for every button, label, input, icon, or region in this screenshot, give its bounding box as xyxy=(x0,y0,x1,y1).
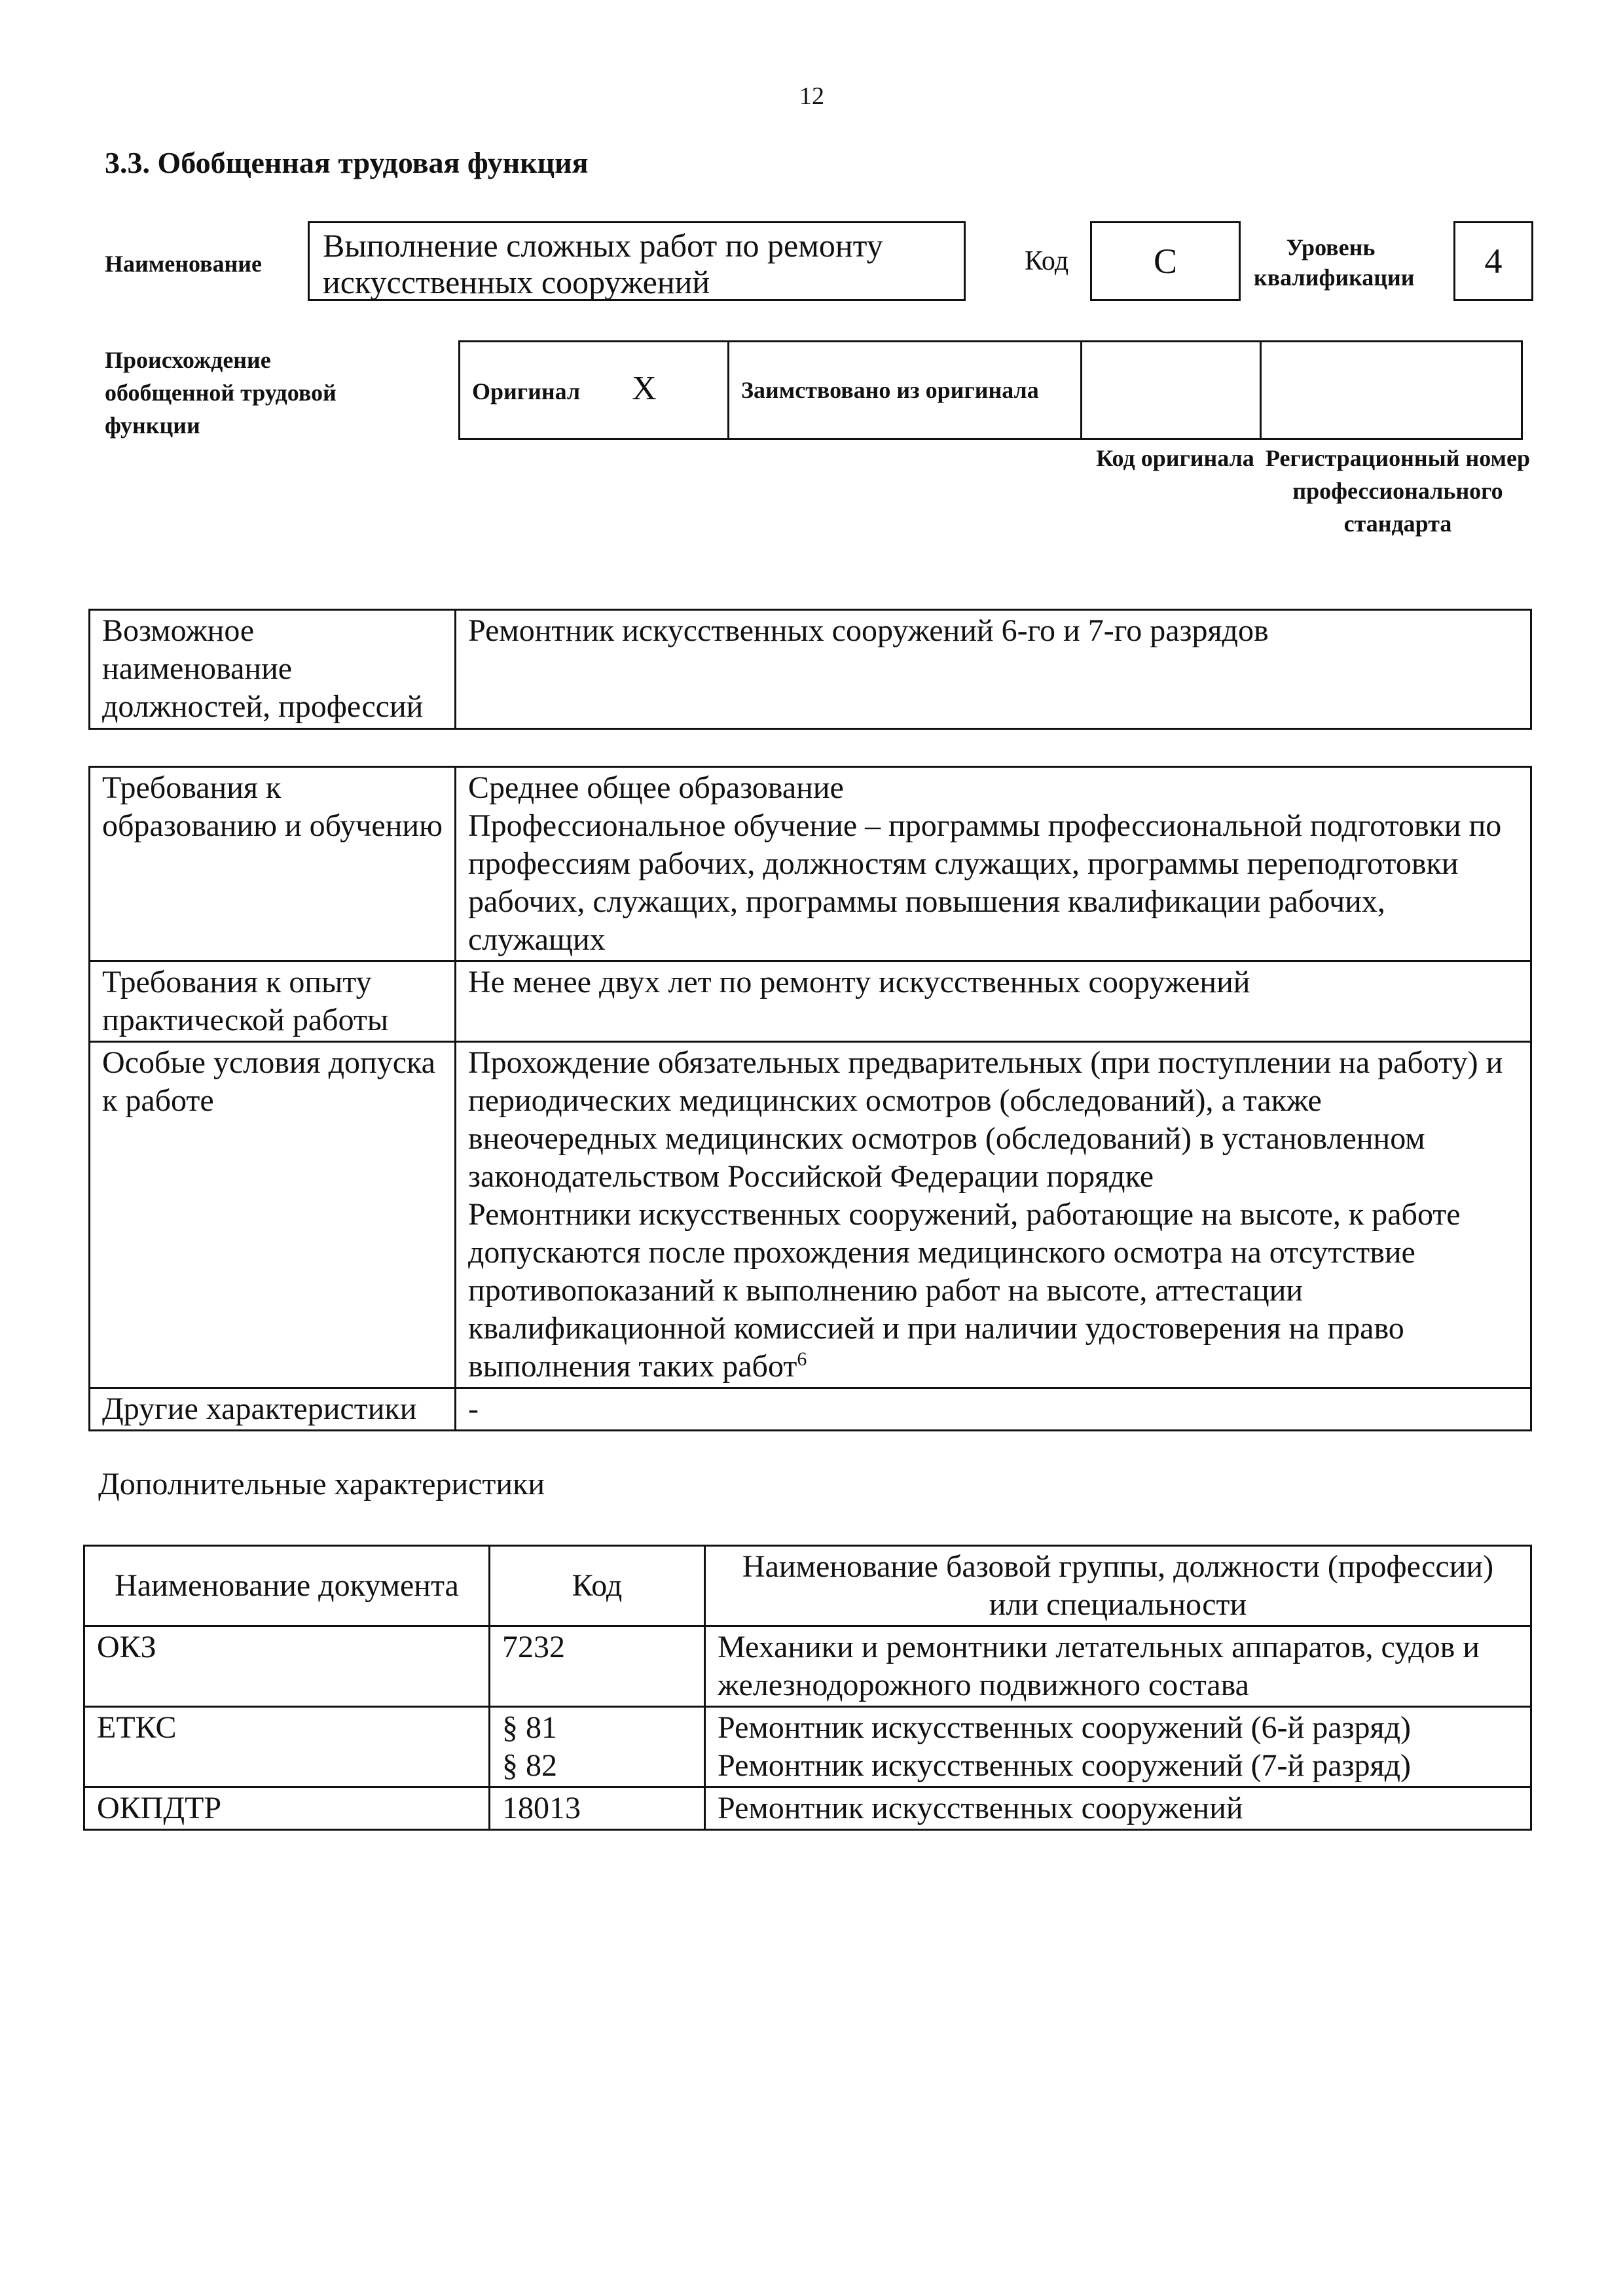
section-title: 3.3. Обобщенная трудовая функция xyxy=(105,146,589,179)
column-header: Код xyxy=(490,1546,705,1626)
borrowed-label: Заимствовано из оригинала xyxy=(729,342,1082,439)
caption-original-code: Код оригинала xyxy=(1096,445,1254,471)
origin-table xyxy=(458,340,1523,440)
requirements-table xyxy=(88,766,1532,1431)
footnote-mark[interactable]: 6 xyxy=(797,1348,807,1370)
original-mark: X xyxy=(632,370,657,407)
requirement-label: Требования к опыту практической работы xyxy=(90,961,456,1042)
additional-title: Дополнительные характеристики xyxy=(98,1467,545,1501)
function-name-box: Выполнение сложных работ по ремонту искусственных сооружений xyxy=(308,221,966,301)
requirement-label: Требования к образованию и обучению xyxy=(90,767,456,961)
requirement-row xyxy=(90,1388,1531,1431)
requirement-value xyxy=(456,1042,1531,1388)
requirement-row xyxy=(90,767,1531,961)
column-header: Наименование базовой группы, должности (профессии) или специальности xyxy=(705,1546,1531,1626)
doc-cell: ОКЗ xyxy=(84,1626,490,1707)
origin-label: Происхождение обобщенной трудовой функции xyxy=(105,347,337,439)
code-label: Код xyxy=(1025,246,1069,276)
level-label: Уровень квалификации xyxy=(1254,234,1415,291)
table-row xyxy=(84,1626,1531,1707)
page-number: 12 xyxy=(799,82,824,110)
requirement-label: Особые условия допуска к работе xyxy=(90,1042,456,1388)
name-cell: Ремонтник искусственных сооружений xyxy=(705,1787,1531,1830)
original-code-cell xyxy=(1082,342,1261,439)
table-header-row xyxy=(84,1546,1531,1626)
requirement-line: - xyxy=(468,1391,479,1426)
requirement-value xyxy=(456,1388,1531,1431)
requirement-value xyxy=(456,767,1531,961)
registration-number-cell xyxy=(1261,342,1522,439)
name-label: Наименование xyxy=(105,251,262,277)
requirement-line: Профессиональное обучение – программы профессиональной подготовки по профессиям рабочих, должностям служащих, программы переподготовки рабочих, служащих, программы повышения квалификации рабочих, служащих xyxy=(468,808,1502,957)
original-label: Оригинал xyxy=(472,378,581,404)
code-cell: § 81 § 82 xyxy=(490,1707,705,1787)
doc-cell: ОКПДТР xyxy=(84,1787,490,1830)
table-row xyxy=(84,1787,1531,1830)
requirement-label: Другие характеристики xyxy=(90,1388,456,1431)
positions-label: Возможное наименование должностей, профессий xyxy=(90,610,456,729)
name-cell: Ремонтник искусственных сооружений (6-й разряд) Ремонтник искусственных сооружений (7-й разряд) xyxy=(705,1707,1531,1787)
requirement-row xyxy=(90,961,1531,1042)
additional-table xyxy=(83,1545,1532,1831)
positions-table xyxy=(88,609,1532,730)
level-value-box: 4 xyxy=(1453,221,1533,301)
requirement-row xyxy=(90,1042,1531,1388)
column-header: Наименование документа xyxy=(84,1546,490,1626)
caption-registration-number: Регистрационный номер профессионального стандарта xyxy=(1265,445,1531,537)
origin-original-cell xyxy=(460,342,729,439)
requirement-value xyxy=(456,961,1531,1042)
code-value-box: C xyxy=(1090,221,1241,301)
requirement-line: Не менее двух лет по ремонту искусственных сооружений xyxy=(468,965,1250,999)
positions-value: Ремонтник искусственных сооружений 6-го и 7-го разрядов xyxy=(456,610,1531,729)
name-cell: Механики и ремонтники летательных аппаратов, судов и железнодорожного подвижного состава xyxy=(705,1626,1531,1707)
requirement-line: Ремонтники искусственных сооружений, работающие на высоте, к работе допускаются после прохождения медицинского осмотра на отсутствие противопоказаний к выполнению работ на высоте, аттестации квалификационной комиссией и при наличии удостоверения на право выполнения таких работ$^6$ xyxy=(468,1197,1461,1384)
requirement-line: Прохождение обязательных предварительных (при поступлении на работу) и периодических медицинских осмотров (обследований), а также внеочередных медицинских осмотров (обследований) в установленном законодательством Российской Федерации порядке xyxy=(468,1045,1503,1194)
requirement-line: Среднее общее образование xyxy=(468,770,844,805)
code-cell: 7232 xyxy=(490,1626,705,1707)
doc-cell: ЕТКС xyxy=(84,1707,490,1787)
table-row xyxy=(84,1707,1531,1787)
code-cell: 18013 xyxy=(490,1787,705,1830)
